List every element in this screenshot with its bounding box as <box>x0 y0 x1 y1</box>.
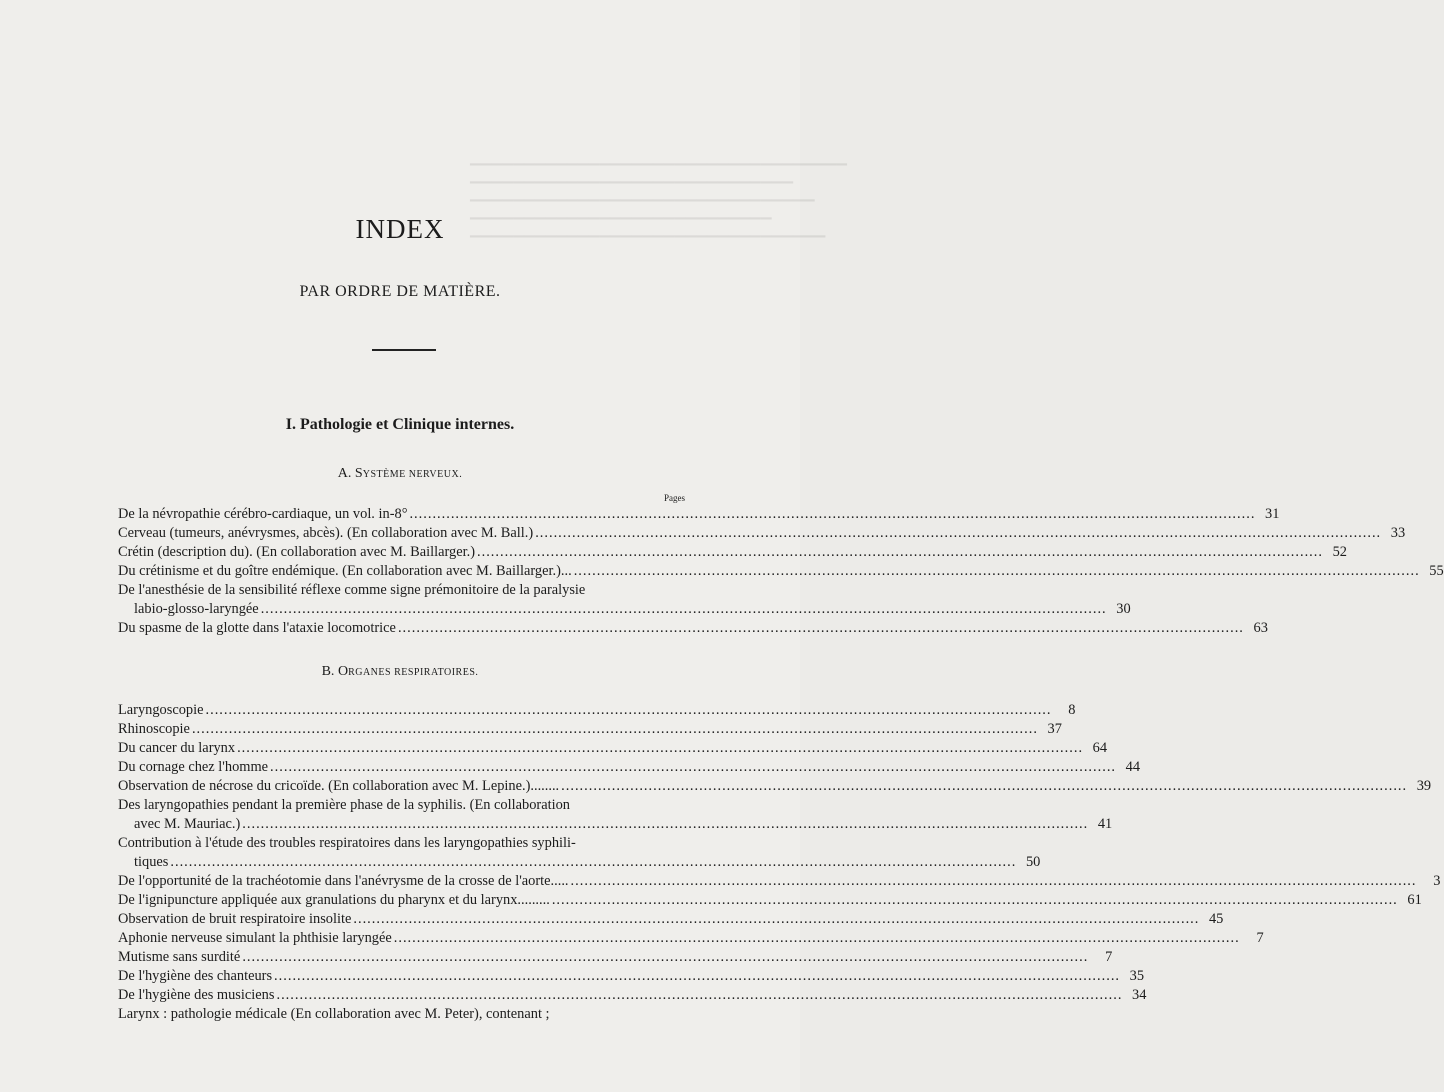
dot-leader <box>571 872 1417 891</box>
page-title: INDEX <box>355 214 445 244</box>
subsection-name-rest: RGANES RESPIRATOIRES. <box>348 667 479 678</box>
entry-text: Aphonie nerveuse simulant la phthisie laryngée <box>118 930 392 946</box>
entry-page-number: 50 <box>1025 854 1041 870</box>
entry-text: Rhinoscopie <box>118 721 190 737</box>
index-entry <box>118 986 1147 1005</box>
index-entry <box>118 967 1145 986</box>
index-entry <box>118 834 1041 872</box>
entry-text: Larynx : pathologie médicale (En collaboration avec M. Peter), contenant ; <box>118 1006 550 1022</box>
index-entry <box>118 1005 696 1024</box>
index-entry <box>118 948 1113 967</box>
dot-leader <box>276 986 1122 1005</box>
entry-page-number: 30 <box>1116 601 1131 617</box>
entry-text: Cerveau (tumeurs, anévrysmes, abcès). (En collaboration avec M. Ball.) <box>118 525 534 541</box>
entry-page-number: 31 <box>1265 506 1280 522</box>
dot-leader <box>574 562 1420 581</box>
dot-leader <box>242 948 1088 967</box>
entry-text-line1: De l'anesthésie de la sensibilité réflexe comme signe prémonitoire de la paralysie <box>118 582 586 598</box>
entries-list-a <box>118 505 1444 638</box>
entry-page-number: 64 <box>1092 740 1108 756</box>
subsection-name-initial: O <box>337 664 349 679</box>
entry-text: avec M. Mauriac.) <box>134 816 241 832</box>
entry-text: De l'opportunité de la trachéotomie dans l'anévrysme de la crosse de l'aorte..... <box>118 873 569 889</box>
dot-leader <box>552 891 1398 910</box>
entry-text: De l'hygiène des chanteurs <box>118 968 273 984</box>
entry-page-number: 35 <box>1129 968 1145 984</box>
index-entry <box>118 796 1113 834</box>
index-entry <box>118 701 1076 720</box>
dot-leader <box>394 929 1240 948</box>
dot-leader <box>477 543 1323 562</box>
subsection-letter: A. <box>337 466 352 481</box>
entry-text: Du cornage chez l'homme <box>118 759 269 775</box>
entry-text-line1: Contribution à l'étude des troubles respiratoires dans les laryngopathies syphili- <box>118 835 576 851</box>
dot-leader <box>270 758 1116 777</box>
entry-page-number: 44 <box>1125 759 1141 775</box>
index-entry <box>118 543 1347 562</box>
subsection-heading-b <box>0 664 800 680</box>
index-entry <box>118 872 1441 891</box>
dot-leader <box>206 701 1052 720</box>
entry-text: labio-glosso-laryngée <box>134 601 259 617</box>
index-entry <box>118 758 1141 777</box>
entry-page-number: 7 <box>1256 930 1264 946</box>
index-entry <box>118 777 1432 796</box>
entry-page-number: 39 <box>1416 778 1432 794</box>
dot-leader <box>192 720 1038 739</box>
entry-page-number: 8 <box>1068 702 1076 718</box>
entries-list-b <box>118 701 1441 1024</box>
entry-page-number: 41 <box>1097 816 1113 832</box>
pages-column-label: Pages <box>664 493 685 503</box>
dot-leader <box>170 853 1016 872</box>
entry-text: Laryngoscopie <box>118 702 204 718</box>
section-heading: I. Pathologie et Clinique internes. <box>285 416 515 433</box>
index-entry <box>118 581 1131 619</box>
index-entry <box>118 524 1406 543</box>
entry-text: Observation de bruit respiratoire insolite <box>118 911 352 927</box>
index-entry <box>118 562 1444 581</box>
index-entry <box>118 929 1264 948</box>
index-entry <box>118 739 1108 758</box>
bleed-through-text: ▁▁▁▁▁▁▁▁▁▁▁▁▁▁▁▁▁▁▁▁▁▁▁▁▁▁▁▁▁▁▁▁▁▁▁ ▁▁▁▁▁▁▁▁▁▁▁▁▁▁▁▁▁▁▁▁▁▁▁▁▁▁▁▁▁▁ ▁▁▁▁▁▁▁▁▁▁▁▁▁▁▁▁▁▁▁▁▁▁▁▁▁▁▁▁▁▁▁▁ ▁▁▁▁▁▁▁▁▁▁▁▁▁▁▁▁▁▁▁▁▁▁▁▁▁▁▁▁ ▁▁▁▁▁▁▁▁▁▁▁▁▁▁▁▁▁▁▁▁▁▁▁▁▁▁▁▁▁▁▁▁▁ <box>470 151 847 238</box>
index-entry <box>118 505 1280 524</box>
entry-page-number: 37 <box>1047 721 1062 737</box>
dot-leader <box>242 815 1088 834</box>
entry-text: De l'ignipuncture appliquée aux granulations du pharynx et du larynx......... <box>118 892 550 908</box>
entry-text: De la névropathie cérébro-cardiaque, un vol. in-8° <box>118 506 408 522</box>
entry-page-number: 61 <box>1407 892 1422 908</box>
dot-leader <box>237 739 1083 758</box>
entry-text: Du spasme de la glotte dans l'ataxie locomotrice <box>118 620 396 636</box>
subsection-letter: B. <box>321 664 335 679</box>
entry-text: Crétin (description du). (En collaboration avec M. Baillarger.) <box>118 544 475 560</box>
dot-leader <box>274 967 1120 986</box>
entry-text: Mutisme sans surdité <box>118 949 241 965</box>
subsection-name-rest: YSTÈME NERVEUX. <box>362 469 463 480</box>
index-entry <box>118 891 1422 910</box>
entry-text-line1: Des laryngopathies pendant la première phase de la syphilis. (En collaboration <box>118 797 570 813</box>
entry-page-number: 45 <box>1208 911 1224 927</box>
entry-page-number: 55 <box>1429 563 1444 579</box>
dot-leader <box>353 910 1199 929</box>
dot-leader <box>398 619 1244 638</box>
entry-page-number: 52 <box>1332 544 1347 560</box>
subsection-heading-a <box>0 466 800 482</box>
page-subtitle: PAR ORDRE DE MATIÈRE. <box>299 283 501 300</box>
dot-leader <box>535 524 1381 543</box>
title-divider <box>372 349 436 351</box>
entry-text: Observation de nécrose du cricoïde. (En collaboration avec M. Lepine.)........ <box>118 778 560 794</box>
index-entry <box>118 910 1224 929</box>
subsection-name-initial: S <box>354 466 363 481</box>
index-entry <box>118 619 1268 638</box>
entry-page-number: 34 <box>1132 987 1147 1003</box>
entry-page-number: 63 <box>1253 620 1268 636</box>
entry-text: Du crétinisme et du goître endémique. (En collaboration avec M. Baillarger.)... <box>118 563 572 579</box>
entry-text: De l'hygiène des musiciens <box>118 987 275 1003</box>
entry-page-number: 7 <box>1105 949 1113 965</box>
entry-text: Du cancer du larynx <box>118 740 236 756</box>
dot-leader <box>561 777 1407 796</box>
dot-leader <box>409 505 1255 524</box>
dot-leader <box>261 600 1107 619</box>
index-entry <box>118 720 1062 739</box>
entry-page-number: 33 <box>1390 525 1406 541</box>
entry-page-number: 3 <box>1433 873 1441 889</box>
entry-text: tiques <box>134 854 169 870</box>
